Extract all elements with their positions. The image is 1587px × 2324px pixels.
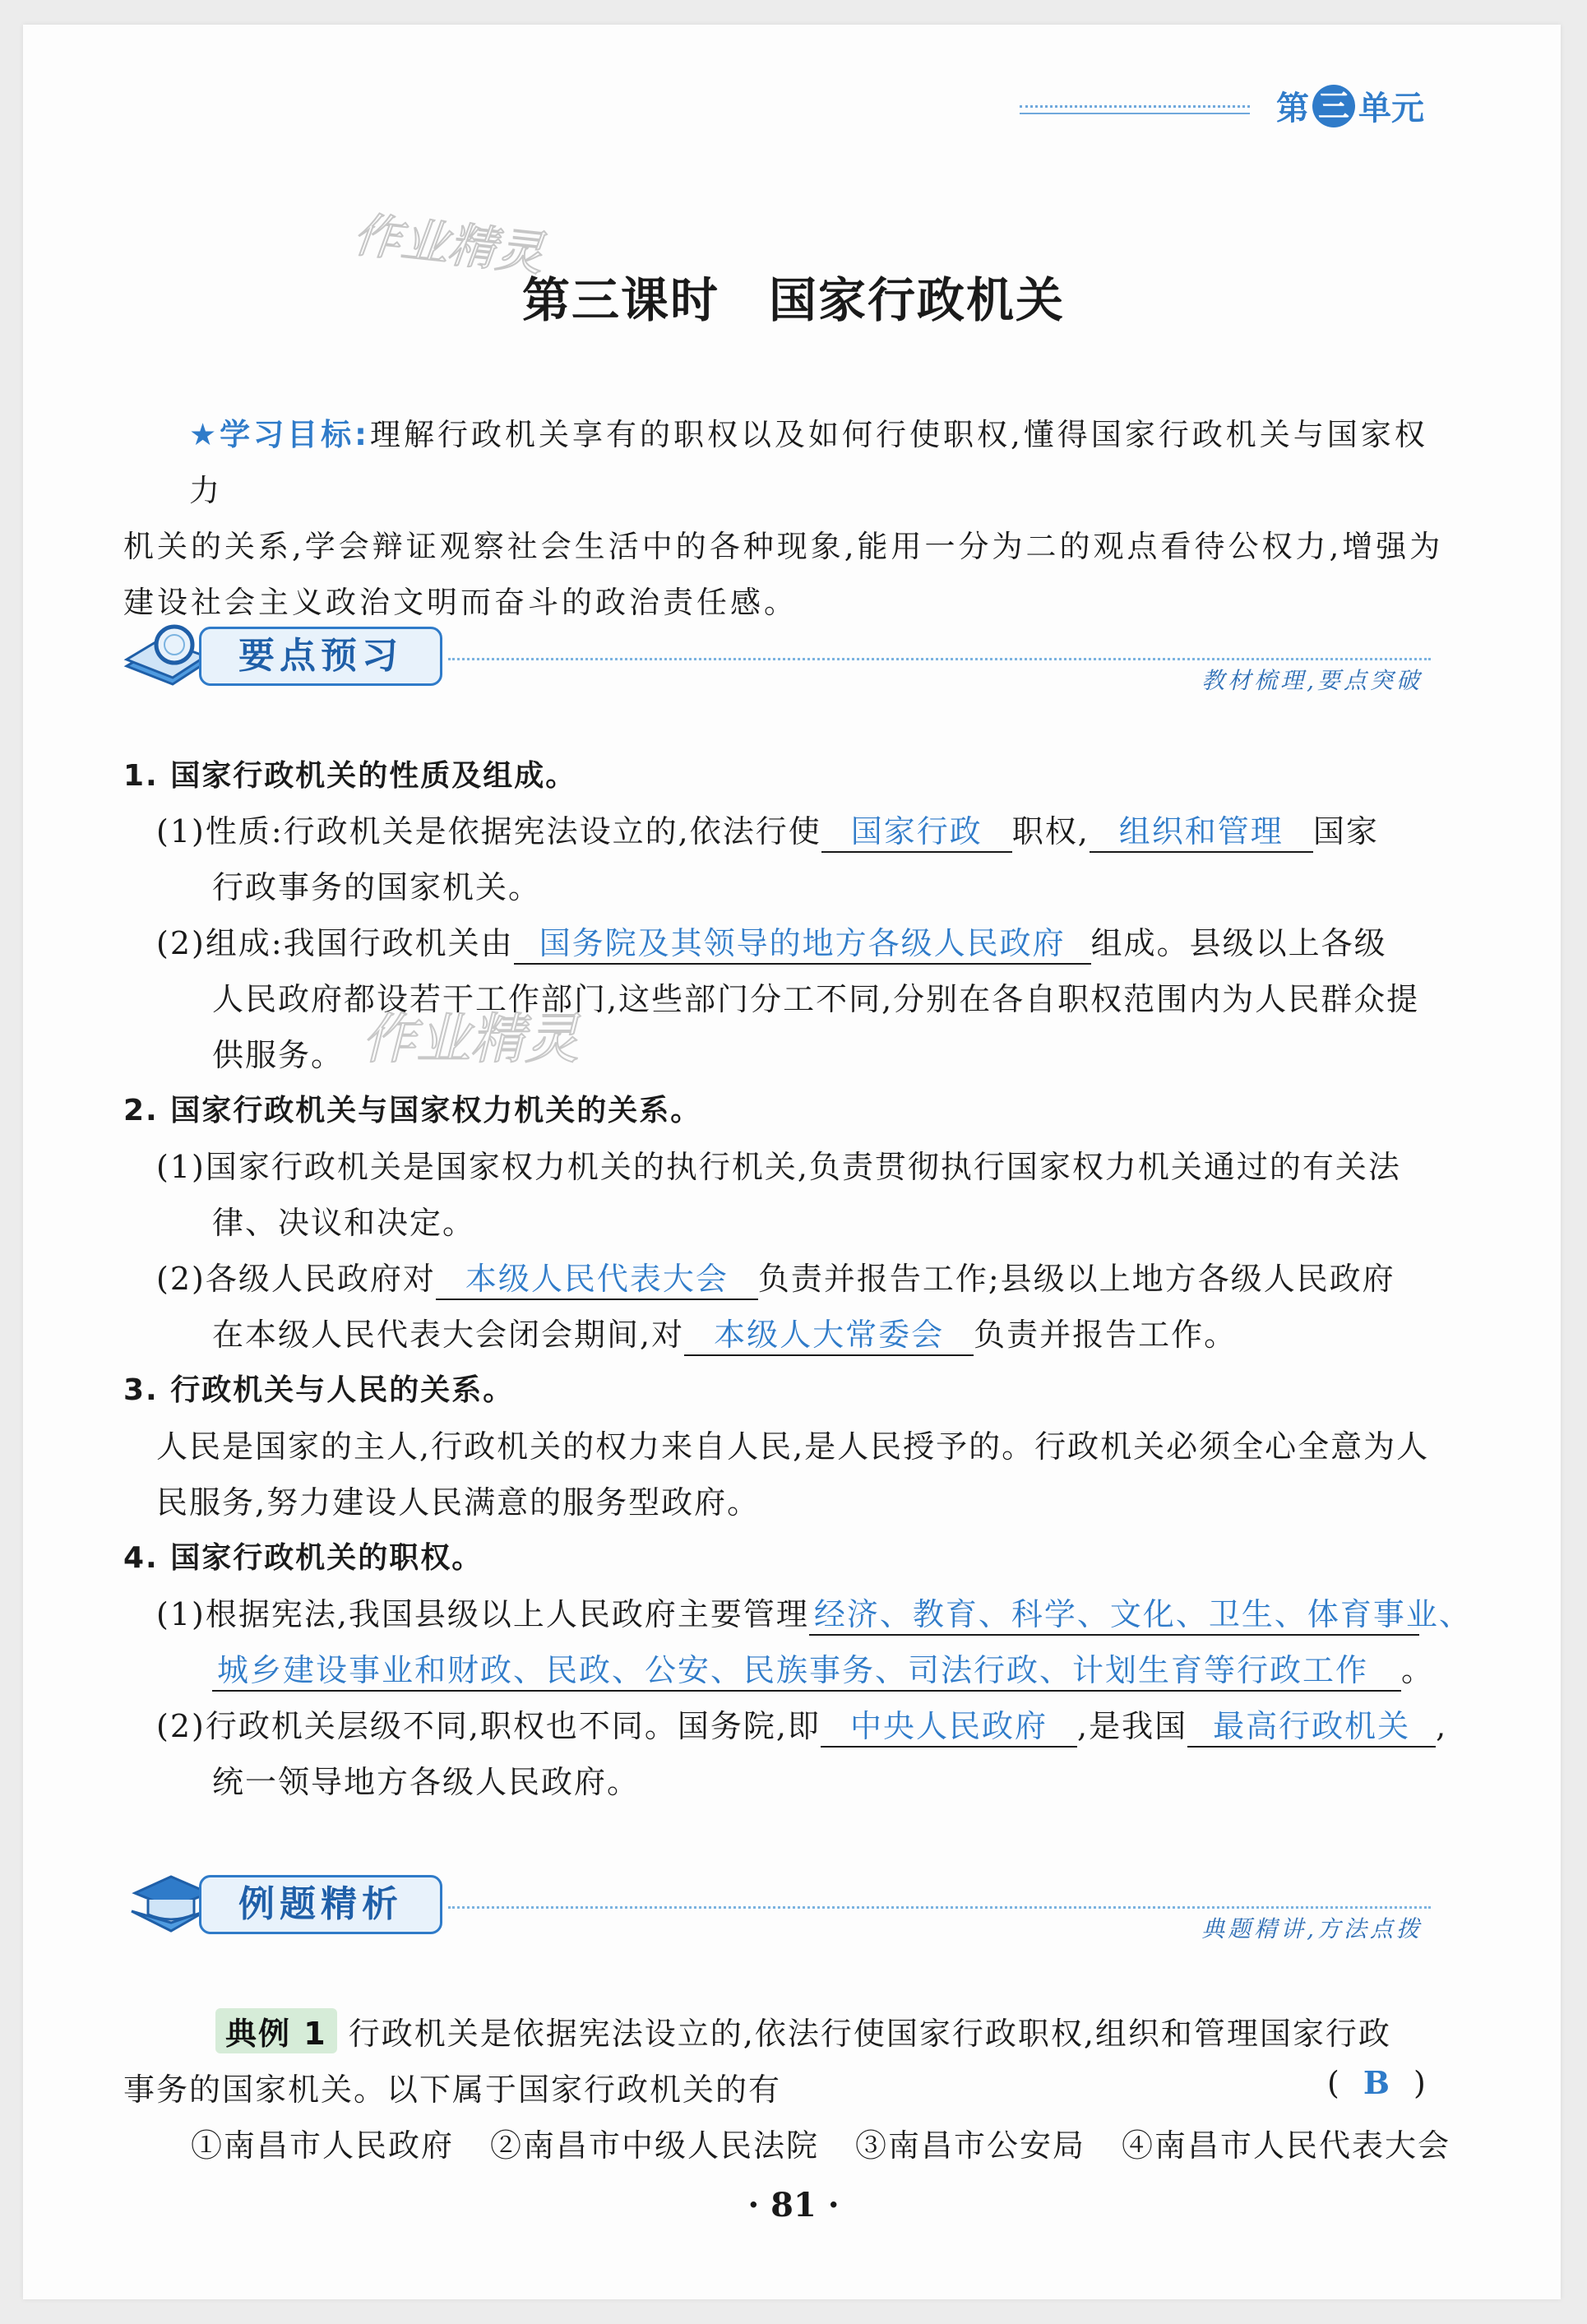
item-line [156,1589,1472,1636]
example-line: 事务的国家机关。以下属于国家行政机关的有 [123,2072,782,2108]
fill-blank: 最高行政机关 [1187,1706,1436,1748]
item-line: 人民是国家的主人,行政机关的权力来自人民,是人民授予的。行政机关必须全心全意为人 [156,1428,1430,1465]
section-banner-examples [123,1865,1447,1942]
item-line: 民服务,努力建设人民满意的服务型政府。 [156,1484,761,1521]
watermark: 作业精灵 [362,1007,579,1071]
unit-prefix: 第 [1276,90,1309,127]
objective-text: 建设社会主义政治文明而奋斗的政治责任感。 [123,585,798,620]
fill-blank: 本级人大常委会 [684,1315,974,1356]
option-item: ②南昌市中级人民法院 [490,2127,820,2164]
text: (2)各级人民政府对 [156,1261,436,1297]
item-line [156,918,1387,965]
option-list [191,2120,1451,2165]
section-subtitle: 典题精讲,方法点拨 [1201,1915,1423,1942]
section-subtitle: 教材梳理,要点突破 [1201,667,1423,694]
fill-blank: 中央人民政府 [821,1706,1077,1748]
item-line [156,806,1379,853]
watermark: 作业精灵 [350,206,547,282]
text: 。 [1401,1652,1435,1688]
text: 负责并报告工作;县级以上地方各级人民政府 [757,1261,1395,1297]
answer-bracket [1327,2064,1427,2101]
option-item: ①南昌市人民政府 [191,2127,455,2164]
fill-blank: 组织和管理 [1090,812,1313,853]
text: ,是我国 [1077,1708,1188,1744]
answer-value: B [1363,2064,1391,2101]
item-line [212,1309,1237,1356]
item-line [156,1701,1447,1748]
item-heading: 2. 国家行政机关与国家权力机关的关系。 [123,1094,702,1127]
page-title [0,262,1587,331]
text: 负责并报告工作。 [974,1317,1238,1353]
item-line: 人民政府都设若干工作部门,这些部门分工不同,分别在各自职权范围内为人民群众提 [212,981,1420,1017]
title-lesson: 第三课时 [521,272,719,328]
example-line [215,2008,1391,2053]
page-number: · 81 · [747,2186,840,2224]
fill-blank: 城乡建设事业和财政、民政、公安、民族事务、司法行政、计划生育等行政工作 [212,1650,1401,1692]
item-line: 供服务。 [212,1037,345,1073]
text: 组成。县级以上各级 [1090,925,1387,961]
item-line: 统一领导地方各级人民政府。 [212,1764,641,1800]
text: (1)根据宪法,我国县级以上人民政府主要管理 [156,1596,809,1632]
text: 国家 [1312,813,1379,850]
header-rule [1020,105,1250,114]
unit-marker [1276,82,1424,129]
fill-blank: 本级人民代表大会 [436,1259,758,1300]
objective-text: 机关的关系,学会辩证观察社会生活中的各种现象,能用一分为二的观点看待公权力,增强为 [123,529,1444,564]
item-line: (1)国家行政机关是国家权力机关的执行机关,负责贯彻执行国家权力机关通过的有关法 [156,1149,1401,1185]
item-line [212,1645,1434,1692]
text: ( [1327,2065,1341,2101]
learning-objective [123,407,1447,631]
item-heading: 1. 国家行政机关的性质及组成。 [123,759,577,793]
objective-text: 理解行政机关享有的职权以及如何行使职权,懂得国家行政机关与国家权力 [189,417,1428,508]
unit-suffix: 单元 [1358,90,1424,127]
title-topic: 国家行政机关 [769,272,1066,328]
fill-blank: 国家行政 [821,812,1012,853]
item-line: 律、决议和决定。 [212,1205,476,1241]
section-title: 要点预习 [199,627,442,686]
text: , [1436,1708,1448,1744]
text: (2)组成:我国行政机关由 [156,925,514,961]
text: 职权, [1011,813,1090,850]
example-badge: 典例 1 [215,2008,337,2053]
text: (1)性质:行政机关是依据宪法设立的,依法行使 [156,813,821,850]
item-line: 行政事务的国家机关。 [212,869,542,905]
example-question: 行政机关是依据宪法设立的,依法行使国家行政职权,组织和管理国家行政 [348,2016,1391,2052]
section-divider [448,1906,1431,1909]
item-heading: 3. 行政机关与人民的关系。 [123,1373,515,1407]
unit-number: 三 [1312,85,1355,127]
section-divider [448,658,1431,660]
option-item: ④南昌市人民代表大会 [1122,2127,1451,2164]
fill-blank: 国务院及其领导的地方各级人民政府 [514,924,1091,965]
option-item: ③南昌市公安局 [855,2127,1086,2164]
fill-blank: 经济、教育、科学、文化、卫生、体育事业、 [809,1595,1419,1636]
text: 在本级人民代表大会闭会期间,对 [212,1317,685,1353]
item-heading: 4. 国家行政机关的职权。 [123,1541,484,1575]
item-line [156,1253,1395,1300]
text: ) [1413,2065,1427,2101]
text: (2)行政机关层级不同,职权也不同。国务院,即 [156,1708,821,1744]
section-title: 例题精析 [199,1875,442,1934]
objective-label: ★学习目标: [189,417,370,452]
section-banner-preview [123,617,1447,694]
